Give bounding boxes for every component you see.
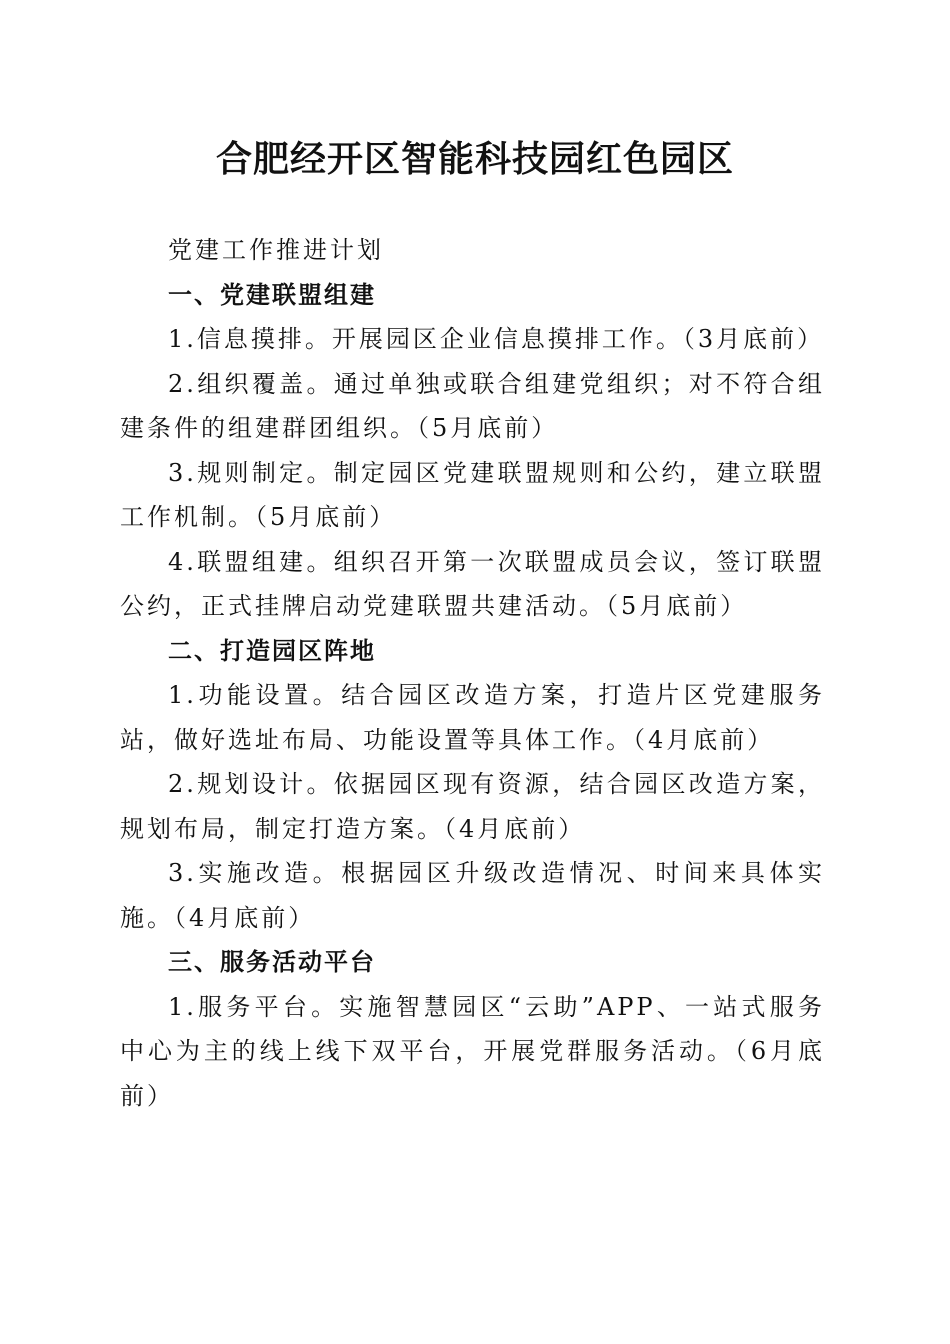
- section-item: 4.联盟组建。组织召开第一次联盟成员会议，签订联盟公约，正式挂牌启动党建联盟共建活动。（5月底前）: [120, 547, 825, 620]
- section-heading-position: 二、打造园区阵地: [168, 636, 376, 665]
- section-item: 2.组织覆盖。通过单独或联合组建党组织；对不符合组建条件的组建群团组织。（5月底前）: [120, 369, 825, 442]
- section-item: 1.信息摸排。开展园区企业信息摸排工作。（3月底前）: [168, 325, 825, 353]
- document-body: [120, 228, 825, 1118]
- section-item: 2.规划设计。依据园区现有资源，结合园区改造方案，规划布局，制定打造方案。（4月底前）: [120, 770, 825, 843]
- section-item: 3.规则制定。制定园区党建联盟规则和公约，建立联盟工作机制。（5月底前）: [120, 458, 825, 531]
- section-heading-platform: 三、服务活动平台: [168, 948, 376, 976]
- section-item: 1.服务平台。实施智慧园区“云助”APP、一站式服务中心为主的线上线下双平台，开展党群服务活动。（6月底前）: [120, 992, 825, 1110]
- section-item: 3.实施改造。根据园区升级改造情况、时间来具体实施。（4月底前）: [120, 859, 825, 932]
- section-heading-alliance: 一、党建联盟组建: [168, 280, 376, 309]
- plan-subtitle: 党建工作推进计划: [168, 236, 384, 264]
- document-title: 合肥经开区智能科技园红色园区: [215, 138, 734, 180]
- section-item: 1.功能设置。结合园区改造方案，打造片区党建服务站，做好选址布局、功能设置等具体工作。（4月底前）: [120, 681, 825, 754]
